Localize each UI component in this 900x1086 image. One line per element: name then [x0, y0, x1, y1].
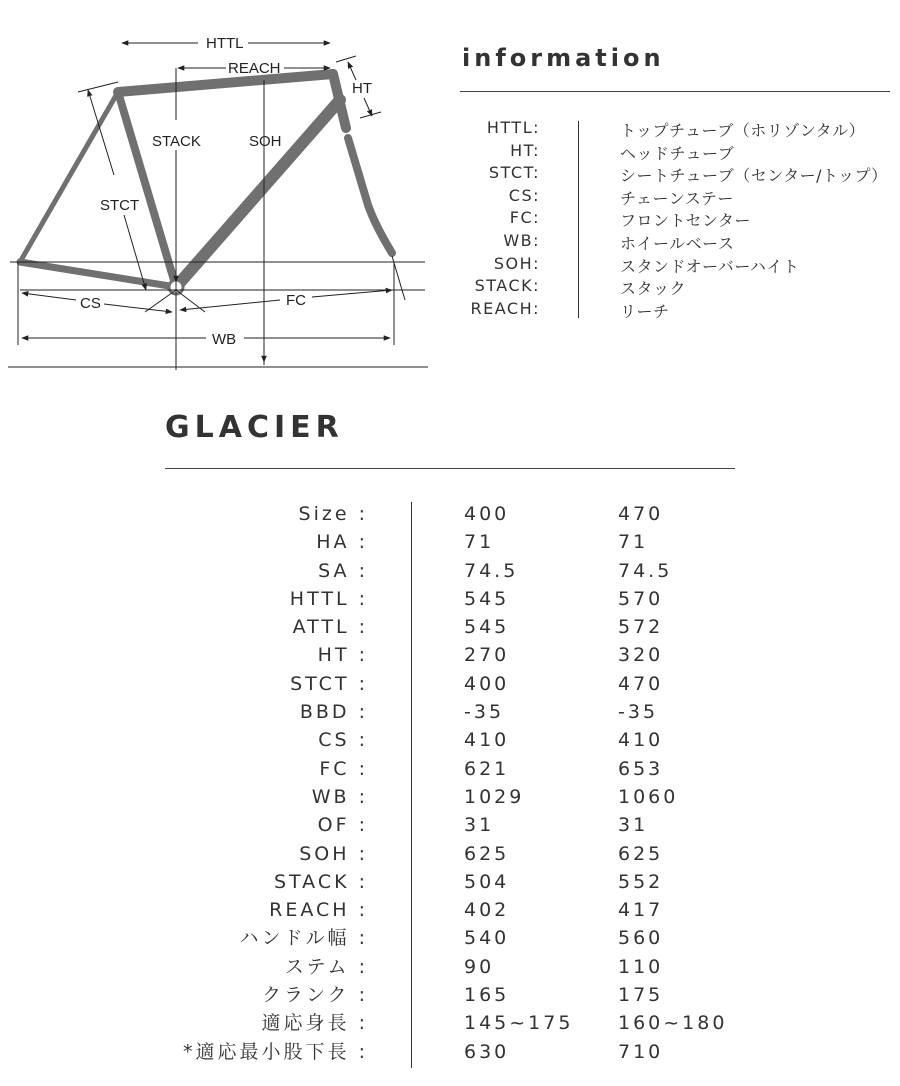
model-title: GLACIER — [165, 410, 344, 445]
spec-row — [0, 641, 900, 669]
info-key: WB: — [503, 230, 540, 250]
spec-value-size-1: 165 — [464, 984, 510, 1007]
info-value: シートチューブ（センター/トップ） — [620, 166, 888, 186]
label-reach: REACH — [228, 60, 281, 77]
information-divider-rule — [460, 91, 890, 92]
spec-value-size-2: -35 — [618, 701, 659, 724]
spec-value-size-2: 552 — [618, 870, 664, 893]
spec-label: CS : — [318, 729, 368, 752]
spec-value-size-1: 410 — [464, 729, 510, 752]
info-item — [440, 118, 900, 141]
spec-label: ハンドル幅 : — [239, 927, 368, 950]
label-soh: SOH — [249, 133, 282, 150]
spec-row — [0, 613, 900, 641]
information-title: information — [462, 44, 665, 72]
spec-value-size-2: 110 — [618, 955, 664, 978]
info-key: HTTL: — [486, 118, 540, 137]
info-item — [440, 299, 900, 322]
info-key: REACH: — [470, 298, 540, 318]
spec-label: BBD : — [299, 701, 368, 724]
spec-row — [0, 840, 900, 868]
spec-value-size-1: 71 — [464, 531, 495, 554]
spec-value-size-1: 74.5 — [464, 559, 519, 582]
spec-value-size-2: 625 — [618, 842, 664, 865]
spec-label: WB : — [311, 785, 368, 808]
spec-value-size-2: 320 — [618, 644, 664, 667]
spec-value-size-1: 545 — [464, 616, 510, 639]
spec-value-size-1: 400 — [464, 672, 510, 695]
spec-row — [0, 585, 900, 613]
info-value: ホイールベース — [620, 233, 735, 253]
spec-value-size-1: 545 — [464, 587, 510, 610]
info-value: チェーンステー — [620, 188, 734, 208]
spec-label: FC : — [319, 757, 368, 780]
label-cs: CS — [80, 295, 101, 312]
spec-row — [0, 726, 900, 754]
spec-value-size-2: 572 — [618, 616, 664, 639]
spec-row — [0, 868, 900, 896]
spec-row — [0, 528, 900, 556]
frame-geometry-diagram — [0, 0, 440, 380]
spec-value-size-1: -35 — [464, 701, 505, 724]
info-item — [440, 231, 900, 254]
spec-value-size-1: 630 — [464, 1040, 510, 1063]
spec-value-size-2: 560 — [618, 927, 664, 950]
spec-value-size-2: 710 — [618, 1040, 664, 1063]
spec-value-size-2: 175 — [618, 984, 664, 1007]
spec-value-size-2: 410 — [618, 729, 664, 752]
spec-label: HTTL : — [289, 587, 368, 610]
spec-label: STCT : — [290, 672, 368, 695]
spec-value-size-1: 402 — [464, 899, 510, 922]
info-key: STACK: — [474, 276, 540, 296]
model-divider-rule — [165, 468, 735, 469]
spec-row — [0, 896, 900, 924]
info-value: トップチューブ（ホリゾンタル） — [620, 121, 866, 140]
spec-label: OF : — [317, 814, 368, 837]
spec-value-size-1: 540 — [464, 927, 510, 950]
label-ht: HT — [352, 80, 372, 97]
info-item — [440, 141, 900, 164]
info-key: SOH: — [493, 253, 540, 273]
label-stct: STCT — [100, 197, 140, 214]
spec-value-size-1: 1029 — [464, 785, 525, 808]
spec-value-size-1: 90 — [464, 955, 495, 978]
spec-value-size-1: 31 — [464, 814, 495, 837]
spec-value-size-2: 71 — [618, 531, 649, 554]
info-item — [440, 276, 900, 299]
info-value: フロントセンター — [620, 211, 751, 231]
spec-label: SA : — [318, 559, 368, 582]
spec-label: ステム : — [284, 955, 368, 978]
bike-frame — [20, 74, 392, 287]
spec-row — [0, 670, 900, 698]
spec-value-size-2: 470 — [618, 503, 664, 525]
geometry-spec-table — [0, 500, 900, 1066]
spec-label: HT : — [317, 644, 368, 667]
info-item — [440, 163, 900, 186]
label-fc: FC — [286, 292, 306, 309]
info-key: CS: — [508, 185, 540, 205]
info-value: スタック — [620, 279, 687, 299]
info-key: STCT: — [488, 163, 540, 183]
spec-label: REACH : — [269, 899, 368, 922]
spec-label: Size : — [298, 503, 368, 525]
spec-value-size-1: 504 — [464, 870, 510, 893]
info-key: FC: — [509, 208, 540, 228]
spec-value-size-2: 570 — [618, 587, 664, 610]
info-key: HT: — [510, 140, 540, 160]
info-value: スタンドオーバーハイト — [620, 256, 800, 276]
spec-value-size-1: 621 — [464, 757, 510, 780]
info-item — [440, 208, 900, 231]
label-wb: WB — [212, 331, 237, 348]
spec-row — [0, 698, 900, 726]
spec-row — [0, 557, 900, 585]
spec-row — [0, 500, 900, 528]
spec-value-size-1: 400 — [464, 503, 510, 525]
spec-label: HA : — [316, 531, 368, 554]
spec-value-size-2: 417 — [618, 899, 664, 922]
spec-row — [0, 924, 900, 952]
info-item — [440, 186, 900, 209]
spec-value-size-1: 625 — [464, 842, 510, 865]
spec-label: SOH : — [299, 842, 368, 865]
spec-label: *適応最小股下長 : — [183, 1040, 368, 1063]
spec-value-size-2: 74.5 — [618, 559, 673, 582]
info-value: ヘッドチューブ — [620, 143, 735, 163]
spec-label: 適応身長 : — [261, 1012, 368, 1035]
spec-label: ATTL : — [292, 616, 368, 639]
spec-row — [0, 1038, 900, 1066]
spec-row — [0, 1009, 900, 1037]
spec-value-size-1: 270 — [464, 644, 510, 667]
information-list — [440, 118, 900, 321]
spec-value-size-1: 145~175 — [464, 1012, 574, 1035]
spec-row — [0, 755, 900, 783]
label-stack: STACK — [152, 133, 201, 150]
spec-label: STACK : — [273, 870, 368, 893]
label-httl: HTTL — [206, 35, 244, 52]
spec-row — [0, 811, 900, 839]
spec-row — [0, 981, 900, 1009]
spec-row — [0, 783, 900, 811]
spec-value-size-2: 160~180 — [618, 1012, 728, 1035]
spec-value-size-2: 470 — [618, 672, 664, 695]
spec-label: クランク : — [261, 984, 368, 1007]
spec-row — [0, 953, 900, 981]
spec-value-size-2: 1060 — [618, 785, 679, 808]
info-item — [440, 254, 900, 277]
spec-value-size-2: 31 — [618, 814, 649, 837]
spec-value-size-2: 653 — [618, 757, 664, 780]
info-value: リーチ — [620, 301, 670, 321]
